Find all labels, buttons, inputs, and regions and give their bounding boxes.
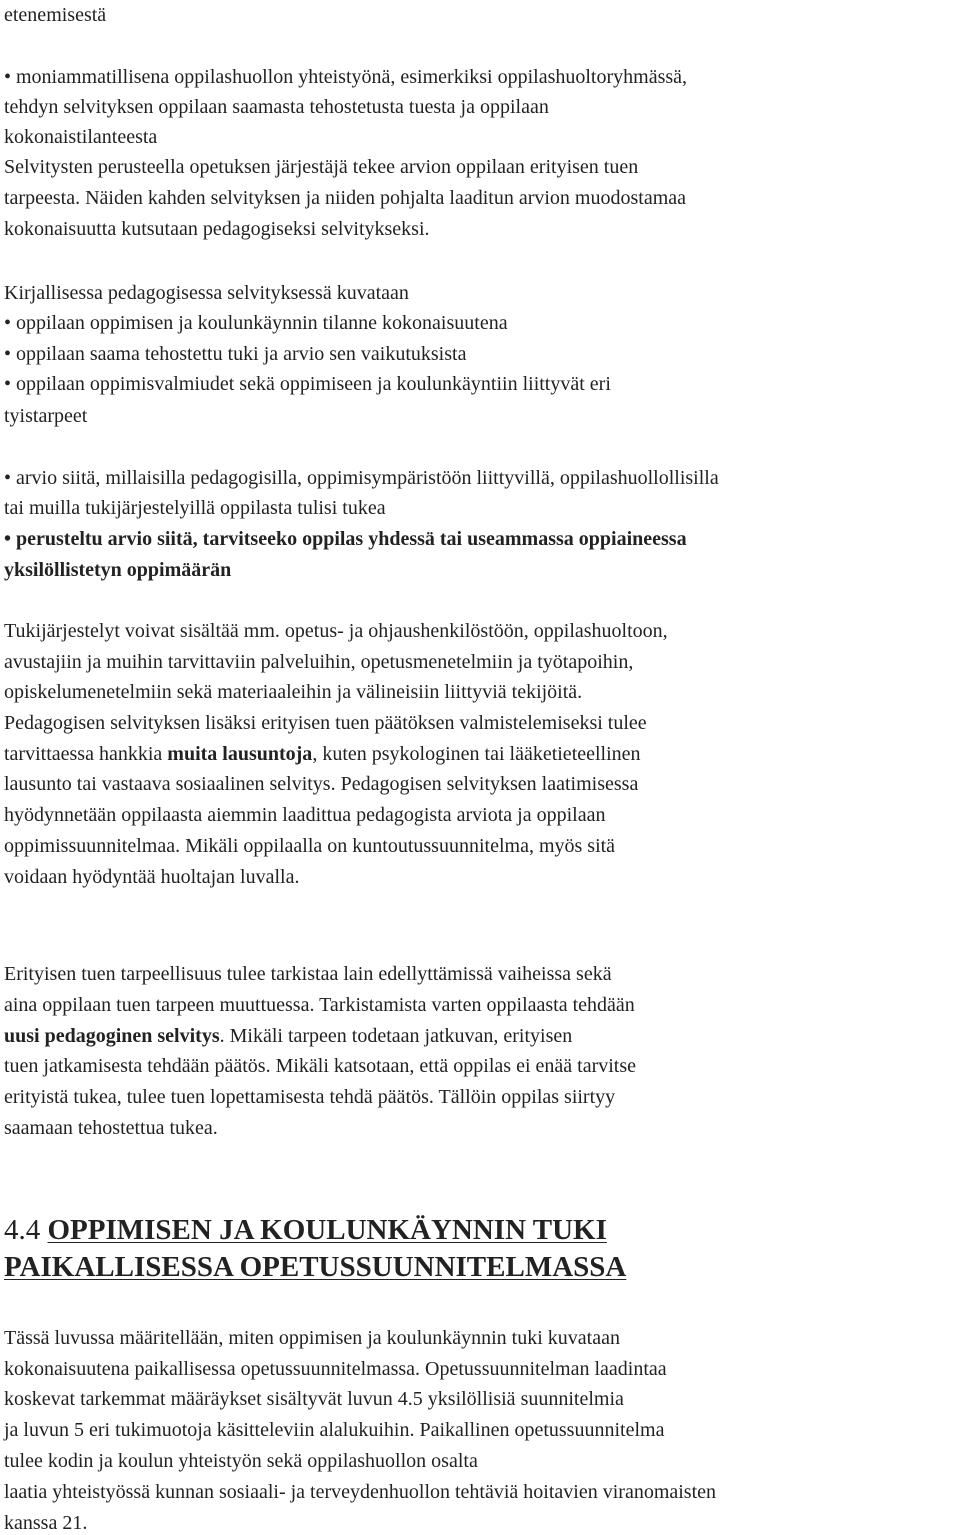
text-segment: tarvittaessa hankkia	[4, 743, 168, 765]
text-line: tarpeesta. Näiden kahden selvityksen ja niiden pohjalta laaditun arvion muodostamaa	[4, 187, 687, 209]
text-line: lausunto tai vastaava sosiaalinen selvitys. Pedagogisen selvityksen laatimisessa	[4, 773, 639, 795]
text-line: ja luvun 5 eri tukimuotoja käsitteleviin alalukuihin. Paikallinen opetussuunnitelma	[4, 1419, 665, 1441]
heading-title-line1: OPPIMISEN JA KOULUNKÄYNNIN TUKI	[47, 1214, 607, 1246]
text-segment: , kuten psykologinen tai lääketieteellinen	[312, 743, 641, 765]
bullet-item: • oppilaan oppimisen ja koulunkäynnin tilanne kokonaisuutena	[4, 312, 508, 334]
bullet-item-bold: • perusteltu arvio siitä, tarvitseeko oppilas yhdessä tai useammassa oppiaineessa	[4, 528, 687, 550]
text-line: kanssa 21.	[4, 1512, 88, 1534]
text-line: tai muilla tukijärjestelyillä oppilasta tulisi tukea	[4, 497, 386, 519]
text-line	[4, 1024, 572, 1048]
text-line: tyistarpeet	[4, 405, 88, 427]
text-line: Pedagogisen selvityksen lisäksi erityisen tuen päätöksen valmistelemiseksi tulee	[4, 712, 647, 734]
text-line	[4, 742, 641, 766]
section-heading	[4, 1213, 607, 1247]
text-line: erityistä tukea, tulee tuen lopettamisesta tehdä päätös. Tällöin oppilas siirtyy	[4, 1086, 616, 1108]
heading-number: 4.4	[4, 1214, 48, 1246]
text-line: aina oppilaan tuen tarpeen muuttuessa. Tarkistamista varten oppilaasta tehdään	[4, 994, 635, 1016]
text-line: laatia yhteistyössä kunnan sosiaali- ja terveydenhuollon tehtäviä hoitavien viranomaisten	[4, 1481, 717, 1503]
bullet-item: • arvio siitä, millaisilla pedagogisilla, oppimisympäristöön liittyvillä, oppilashuollollisilla	[4, 467, 719, 489]
text-line: opiskelumenetelmiin sekä materiaaleihin ja välineisiin liittyviä tekijöitä.	[4, 681, 583, 703]
text-line: voidaan hyödyntää huoltajan luvalla.	[4, 866, 300, 888]
text-line: kokonaistilanteesta	[4, 126, 158, 148]
bullet-item: • oppilaan saama tehostettu tuki ja arvio sen vaikutuksista	[4, 343, 467, 365]
text-line: Selvitysten perusteella opetuksen järjestäjä tekee arvion oppilaan erityisen tuen	[4, 156, 639, 178]
bold-phrase: muita lausuntoja	[167, 743, 313, 765]
heading-title-line2: PAIKALLISESSA OPETUSSUUNNITELMASSA	[4, 1251, 627, 1283]
section-heading-line2	[4, 1250, 626, 1284]
text-line: tulee kodin ja koulun yhteistyön sekä oppilashuollon osalta	[4, 1450, 478, 1472]
bold-phrase: uusi pedagoginen selvitys	[4, 1025, 220, 1047]
bullet-item: • oppilaan oppimisvalmiudet sekä oppimiseen ja koulunkäyntiin liittyvät eri	[4, 373, 611, 395]
text-line: Tässä luvussa määritellään, miten oppimisen ja koulunkäynnin tuki kuvataan	[4, 1327, 620, 1349]
text-line: avustajiin ja muihin tarvittaviin palveluihin, opetusmenetelmiin ja työtapoihin,	[4, 651, 634, 673]
list-intro: Kirjallisessa pedagogisessa selvityksessä kuvataan	[4, 282, 409, 304]
text-line: tehdyn selvityksen oppilaan saamasta tehostetusta tuesta ja oppilaan	[4, 96, 549, 118]
text-line: etenemisestä	[4, 4, 107, 26]
text-line: saamaan tehostettua tukea.	[4, 1117, 218, 1139]
text-segment: . Mikäli tarpeen todetaan jatkuvan, erityisen	[219, 1025, 573, 1047]
bullet-item: • moniammatillisena oppilashuollon yhteistyönä, esimerkiksi oppilashuoltoryhmässä,	[4, 66, 688, 88]
text-line-bold: yksilöllistetyn oppimäärän	[4, 559, 232, 581]
text-line: Tukijärjestelyt voivat sisältää mm. opetus- ja ohjaushenkilöstöön, oppilashuoltoon,	[4, 620, 668, 642]
text-line: oppimissuunnitelmaa. Mikäli oppilaalla on kuntoutussuunnitelma, myös sitä	[4, 835, 616, 857]
text-line: Erityisen tuen tarpeellisuus tulee tarkistaa lain edellyttämissä vaiheissa sekä	[4, 963, 612, 985]
text-line: hyödynnetään oppilaasta aiemmin laadittua pedagogista arviota ja oppilaan	[4, 804, 606, 826]
text-line: koskevat tarkemmat määräykset sisältyvät luvun 4.5 yksilöllisiä suunnitelmia	[4, 1388, 624, 1410]
text-line: tuen jatkamisesta tehdään päätös. Mikäli katsotaan, että oppilas ei enää tarvitse	[4, 1055, 637, 1077]
text-line: kokonaisuutta kutsutaan pedagogiseksi selvitykseksi.	[4, 218, 430, 240]
text-line: kokonaisuutena paikallisessa opetussuunnitelmassa. Opetussuunnitelman laadintaa	[4, 1358, 667, 1380]
